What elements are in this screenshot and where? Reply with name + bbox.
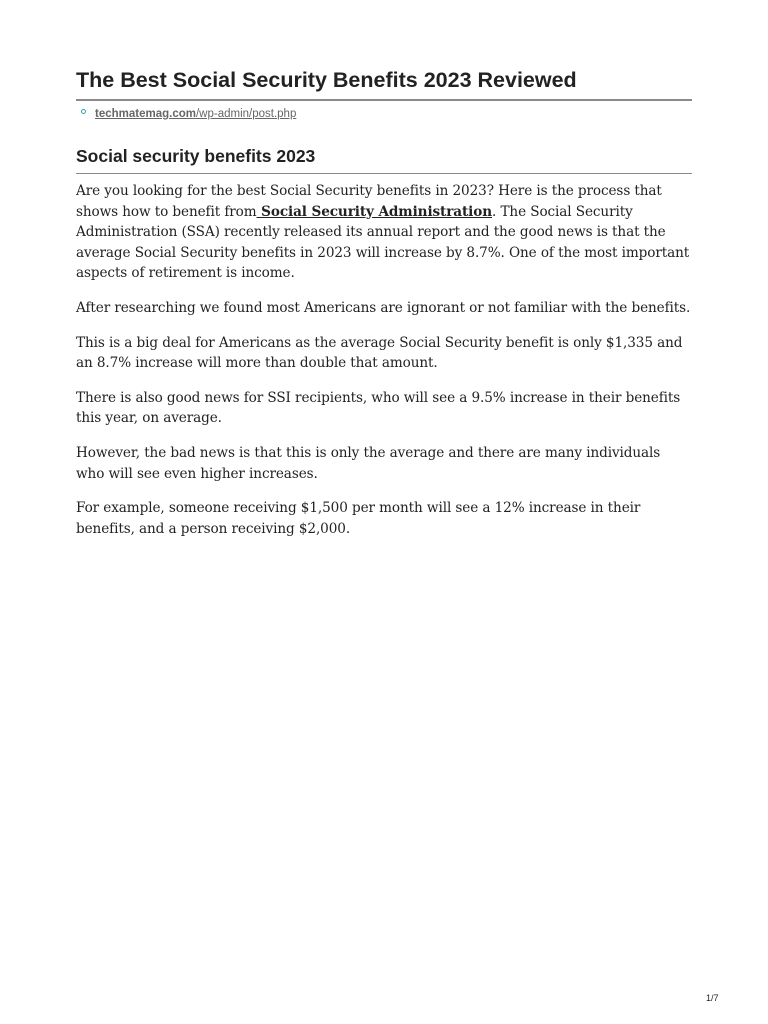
paragraph: For example, someone receiving $1,500 per month will see a 12% increase in their benefits, and a person receiving $2,000.	[76, 500, 641, 537]
paragraph: After researching we found most Americans are ignorant or not familiar with the benefits.	[76, 299, 691, 316]
paragraph-intro-text: Are you looking for the best Social Security benefits in 2023? Here is the process that shows how to benefit from	[76, 183, 662, 220]
paragraph: However, the bad news is that this is only the average and there are many individuals who will see even higher increases.	[76, 444, 661, 482]
paragraph-intro	[76, 181, 692, 284]
paragraph-intro-continued: . The Social Security Administration (SSA) recently released its annual report and the good news is that the average Social Security benefits in 2023 will increase by 8.7%. One of the most important aspects of retirement is income.	[76, 203, 690, 282]
paragraph: This is a big deal for Americans as the average Social Security benefit is only $1,335 and an 8.7% increase will more than double that amount.	[76, 334, 683, 372]
circle-bullet-icon	[81, 109, 86, 114]
source-domain: techmatemag.com	[95, 108, 196, 120]
source-path: /wp-admin/post.php	[195, 108, 297, 120]
section-heading: Social security benefits 2023	[76, 129, 692, 174]
ssa-link[interactable]: Social Security Administration	[256, 203, 492, 220]
paragraph: There is also good news for SSI recipients, who will see a 9.5% increase in their benefits this year, on average.	[76, 389, 681, 427]
source-list	[76, 101, 692, 129]
source-url-link[interactable]	[95, 106, 296, 122]
page-title: The Best Social Security Benefits 2023 Reviewed	[76, 0, 692, 101]
document-page	[76, 0, 692, 539]
page-number: 1/7	[706, 993, 719, 1003]
